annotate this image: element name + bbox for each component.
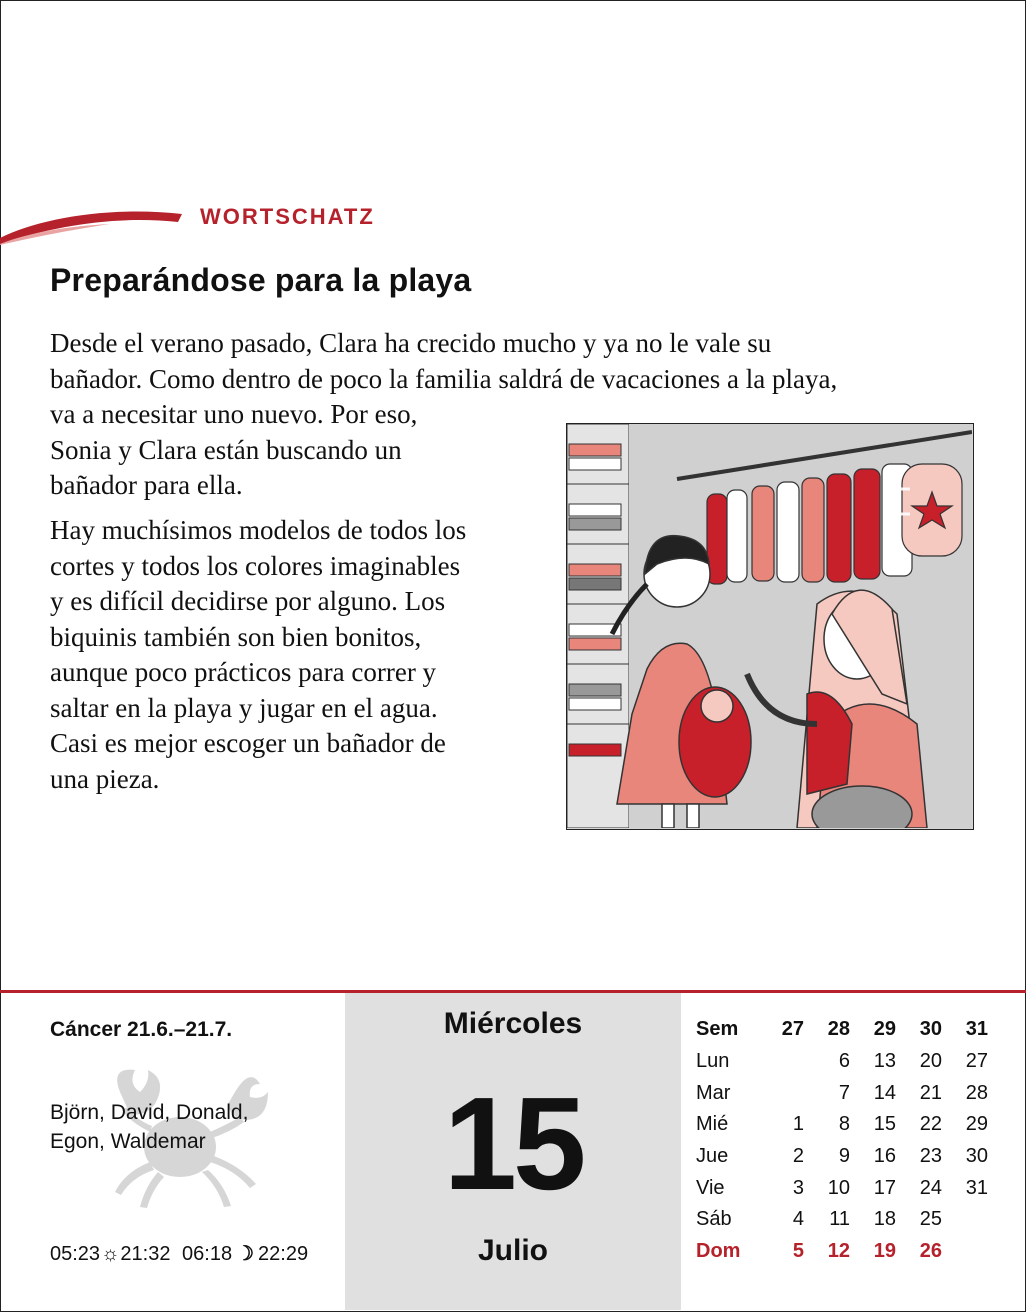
weekday: Miércoles	[443, 1007, 583, 1040]
calendar-day: 16	[873, 1145, 896, 1168]
name-days-line: Björn, David, Donald,	[50, 1101, 249, 1124]
calendar-day: 2	[792, 1145, 804, 1168]
section-label: WORTSCHATZ	[200, 204, 375, 229]
moonset-time: 22:29	[258, 1243, 309, 1265]
text-line: bañador para ella.	[50, 470, 243, 500]
sunrise-time: 05:23	[50, 1243, 101, 1265]
calendar-day: 11	[829, 1208, 850, 1231]
date-panel	[345, 993, 681, 1310]
weekday-label: Lun	[696, 1050, 730, 1073]
calendar-day: 15	[873, 1113, 896, 1136]
calendar-day: 27	[965, 1050, 988, 1073]
week-number: 28	[827, 1018, 850, 1041]
text-line: Hay muchísimos modelos de todos los	[50, 515, 467, 545]
text-line: bañador. Como dentro de poco la familia saldrá de vacaciones a la playa,	[50, 363, 838, 394]
sunset-time: 21:32	[120, 1243, 171, 1265]
calendar-day: 21	[919, 1081, 942, 1104]
calendar-day: 31	[965, 1176, 988, 1199]
weekday-label: Sáb	[696, 1208, 732, 1231]
calendar-day: 23	[919, 1145, 942, 1168]
text-line: biquinis también son bien bonitos,	[50, 621, 422, 652]
weekday-label: Mié	[696, 1113, 729, 1136]
zodiac-sign: Cáncer 21.6.–21.7.	[50, 1018, 233, 1041]
day-number: 15	[443, 1070, 583, 1217]
calendar-day: 17	[873, 1176, 896, 1199]
calendar-day: 10	[827, 1176, 850, 1199]
week-number: 31	[965, 1018, 988, 1041]
calendar-day: 12	[827, 1240, 850, 1263]
calendar-row	[696, 1172, 988, 1204]
text-line: una pieza.	[50, 763, 160, 794]
calendar-row-sunday	[696, 1236, 988, 1268]
calendar-day: 22	[919, 1113, 942, 1136]
calendar-day: 13	[873, 1050, 896, 1073]
calendar-day: 7	[838, 1081, 850, 1104]
weekday-label: Vie	[696, 1176, 725, 1199]
sun-moon-times	[50, 1241, 308, 1266]
calendar-day	[758, 1046, 804, 1078]
paragraph-2	[50, 513, 466, 797]
calendar-day: 28	[965, 1081, 988, 1104]
article-title: Preparándose para la playa	[50, 262, 472, 298]
calendar-day: 14	[873, 1081, 896, 1104]
week-number: 27	[781, 1018, 804, 1041]
calendar-day: 29	[965, 1113, 988, 1136]
paragraph-1-top	[50, 326, 837, 397]
text-line: cortes y todos los colores imaginables	[50, 550, 461, 581]
calendar-day: 5	[792, 1240, 804, 1263]
moonrise-time: 06:18	[182, 1243, 233, 1265]
calendar-day: 20	[919, 1050, 942, 1073]
calendar-day	[942, 1204, 988, 1236]
calendar-row	[696, 1204, 988, 1236]
swimsuit-shopping-illustration	[566, 423, 974, 830]
calendar-day: 3	[792, 1176, 804, 1199]
calendar-day: 19	[873, 1240, 896, 1263]
calendar-day	[758, 1077, 804, 1109]
text-line: saltar en la playa y jugar en el agua.	[50, 692, 438, 723]
sun-icon: ☼	[101, 1243, 120, 1265]
red-swoosh-decoration	[0, 200, 190, 245]
moon-icon: ☽	[236, 1243, 255, 1265]
calendar-day: 6	[838, 1050, 850, 1073]
calendar-day	[942, 1236, 988, 1268]
text-line: aunque poco prácticos para correr y	[50, 657, 437, 687]
calendar-day: 25	[919, 1208, 942, 1231]
calendar-day: 26	[919, 1240, 942, 1263]
calendar-day: 1	[792, 1113, 804, 1136]
paragraph-1-bottom	[50, 397, 417, 504]
mini-calendar	[696, 1014, 988, 1268]
text-line: y es difícil decidirse por alguno. Los	[50, 586, 446, 616]
weekday-label: Jue	[696, 1145, 729, 1168]
calendar-day: 8	[838, 1113, 850, 1136]
text-line: Sonia y Clara están buscando un	[50, 434, 402, 465]
weekday-label: Dom	[696, 1240, 741, 1263]
weekday-label: Mar	[696, 1081, 731, 1104]
calendar-day: 24	[919, 1176, 942, 1199]
week-number: 30	[919, 1018, 942, 1041]
calendar-day: 9	[838, 1145, 850, 1168]
calendar-row	[696, 1046, 988, 1078]
calendar-day: 30	[965, 1145, 988, 1168]
calendar-row	[696, 1077, 988, 1109]
name-days	[50, 1098, 248, 1156]
text-line: Desde el verano pasado, Clara ha crecido mucho y ya no le vale su	[50, 328, 772, 358]
text-line: va a necesitar uno nuevo. Por eso,	[50, 399, 418, 429]
week-number: 29	[873, 1018, 896, 1041]
name-days-line: Egon, Waldemar	[50, 1130, 206, 1153]
calendar-day: 18	[873, 1208, 896, 1231]
calendar-row	[696, 1109, 988, 1141]
calendar-week-header	[696, 1014, 988, 1046]
week-label: Sem	[696, 1018, 739, 1041]
calendar-day: 4	[792, 1208, 804, 1231]
month: Julio	[477, 1234, 548, 1267]
text-line: Casi es mejor escoger un bañador de	[50, 728, 446, 758]
calendar-row	[696, 1141, 988, 1173]
